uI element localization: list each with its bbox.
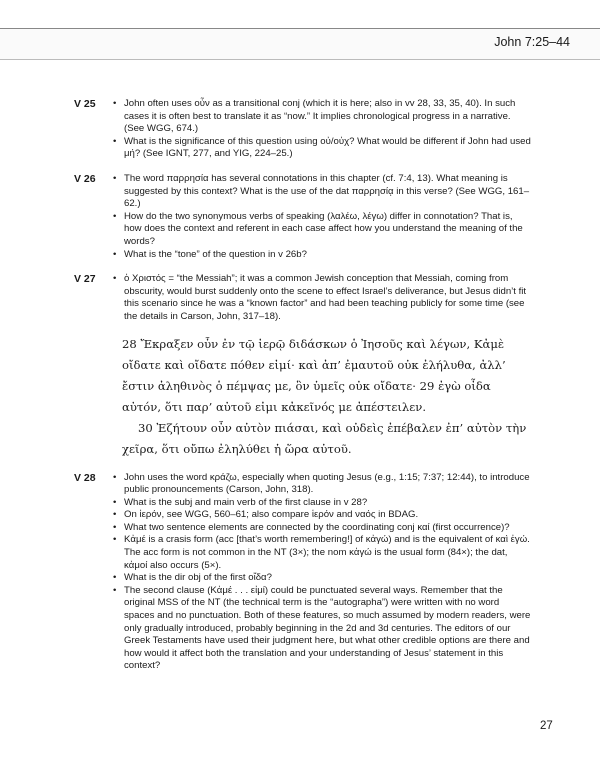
verse-27-section [74,273,532,323]
page-number: 27 [540,720,553,732]
verse-label: V 25 [74,98,96,110]
verse-27-notes [112,273,532,323]
note-item: • ὁ Χριστός = “the Messiah”; it was a common Jewish conception that Messiah, coming from obscurity, would burst suddenly onto the scene to effect Israel’s deliverance, but Jesus didn’t fit this scenario since he was a “known factor” and had been teaching publicly for some time (see the details in Carson, John, 317–18). [112,273,532,323]
running-header [0,28,600,60]
verse-26-notes [112,173,532,261]
running-head-title: John 7:25–44 [494,35,570,49]
note-item: • What is the dir obj of the first οἴδα? [112,572,532,585]
page-content [74,98,532,673]
greek-paragraph: 28 Ἔκραξεν οὖν ἐν τῷ ἱερῷ διδάσκων ὁ Ἰησοῦς καὶ λέγων, Κἀμὲ οἴδατε καὶ οἴδατε πόθεν εἰμί· καὶ ἀπ’ ἐμαυτοῦ οὐκ ἐλήλυθα, ἀλλ’ ἔστιν ἀληθινὸς ὁ πέμψας με, ὃν ὑμεῖς οὐκ οἴδατε· 29 ἐγὼ οἶδα αὐτόν, ὅτι παρ’ αὐτοῦ εἰμι κἀκεῖνός με ἀπέστειλεν. [122,336,506,414]
verse-26-section [74,173,532,261]
note-item: • John often uses οὖν as a transitional conj (which it is here; also in vv 28, 33, 35, 40). In such cases it is often best to translate it as “now.” It implies chronological progress in a narrative. (See WGG, 674.) [112,98,532,136]
note-item: • The second clause (Κἀμέ . . . εἰμί) could be punctuated several ways. Remember that the original MSS of the NT (the technical term is the “autographa”) were written with no word spaces and no punctuation. Both of these features, so much assumed by modern readers, were only gradually introduced, probably beginning in the 2d and 3d centuries. The editors of our Greek Testaments have used their judgment here, but what other credible options are there and how would it affect both the translation and your understanding of Jesus’ statement in this context? [112,585,532,673]
verse-25-notes [112,98,532,161]
note-item: • Κἀμέ is a crasis form (acc [that’s worth remembering!] of κἀγώ) and is the equivalent of καὶ ἐγώ. The acc form is not common in the NT (3×); the nom κἀγώ is the usual form (84×); the dat, κἀμοί also occurs (5×). [112,534,532,572]
verse-label: V 27 [74,273,96,286]
greek-paragraph: 30 Ἐζήτουν οὖν αὐτὸν πιάσαι, καὶ οὐδεὶς ἐπέβαλεν ἐπ’ αὐτὸν τὴν χεῖρα, ὅτι οὔπω ἐληλύθει ἡ ὥρα αὐτοῦ. [122,420,527,456]
note-item: • How do the two synonymous verbs of speaking (λαλέω, λέγω) differ in connotation? That is, how does the context and referent in each case affect how you understand the meaning of the words? [112,211,532,249]
verse-25-section [74,98,532,161]
verse-label: V 26 [74,172,96,185]
note-item: • What is the “tone” of the question in v 26b? [112,249,532,262]
verse-28-section [74,472,532,674]
note-item: • What is the subj and main verb of the first clause in v 28? [112,497,532,510]
note-item: • What two sentence elements are connected by the coordinating conj καί (first occurrence)? [112,522,532,535]
note-item: • On ἱερόν, see WGG, 560–61; also compare ἱερόν and ναός in BDAG. [112,509,532,522]
verse-28-notes [112,472,532,674]
note-item: • John uses the word κράζω, especially when quoting Jesus (e.g., 1:15; 7:37; 12:44), to introduce public pronouncements (Carson, John, 318). [112,472,532,497]
greek-text-block [122,334,532,460]
note-item: • The word παρρησία has several connotations in this chapter (cf. 7:4, 13). What meaning is suggested by this context? What is the use of the dat παρρησίᾳ in this verse? (See WGG, 161–62.) [112,173,532,211]
note-item: • What is the significance of this question using οὐ/οὐχ? What would be different if John had used μή? (See IGNT, 277, and YIG, 224–25.) [112,136,532,161]
verse-label: V 28 [74,471,96,484]
